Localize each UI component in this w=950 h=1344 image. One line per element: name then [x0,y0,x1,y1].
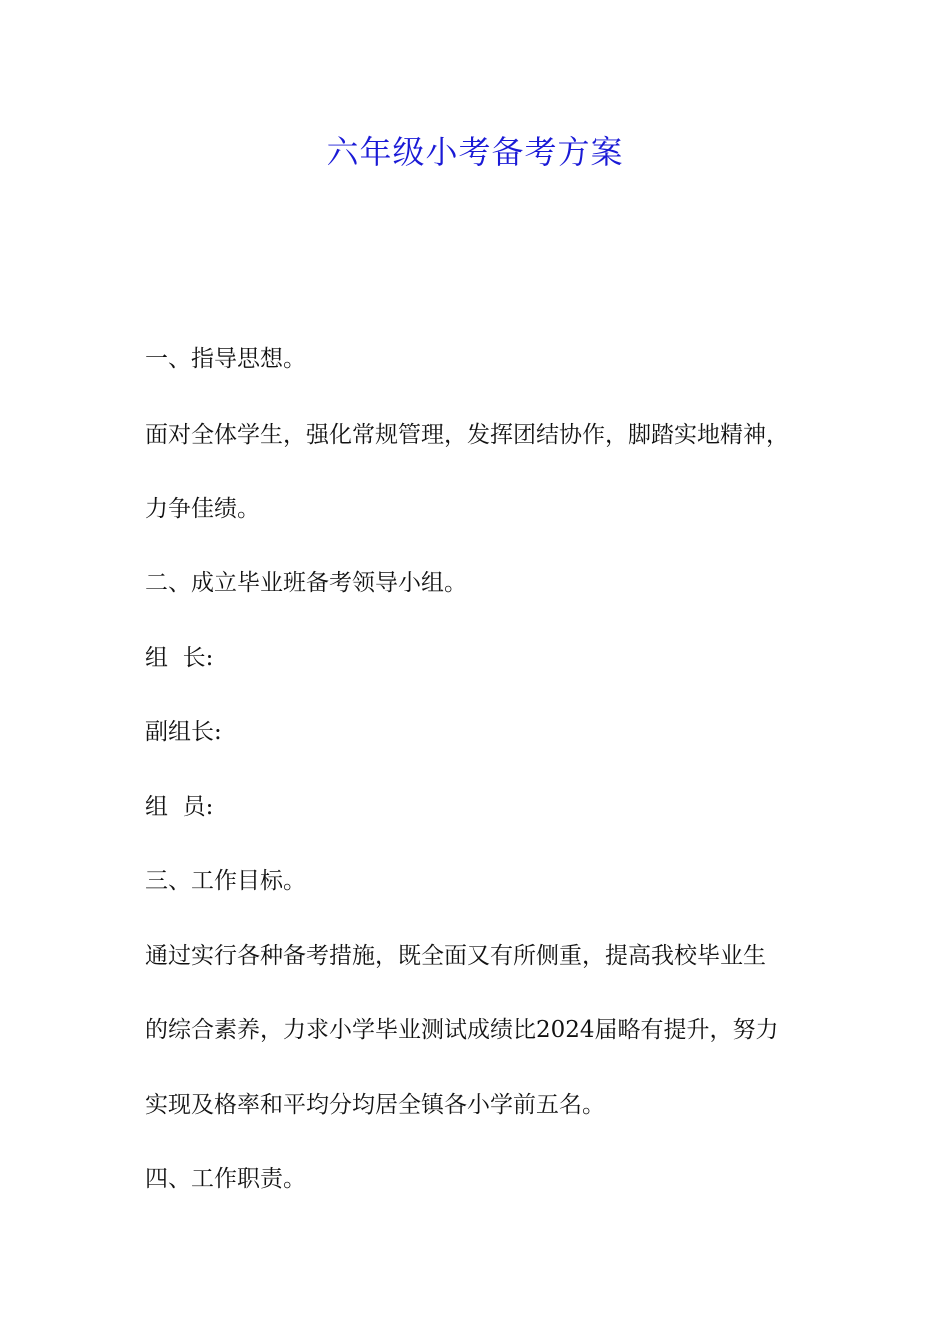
section-heading-work-goals: 三、工作目标。 [145,868,306,894]
group-leader-label: 组 长: [145,645,214,671]
group-members-label: 组 员: [145,794,214,820]
paragraph-line: 的综合素养，力求小学毕业测试成绩比2024届略有提升，努力 [145,1017,779,1043]
paragraph-line: 力争佳绩。 [145,496,260,522]
paragraph-line: 通过实行各种备考措施，既全面又有所侧重，提高我校毕业生 [145,943,766,969]
deputy-leader-label: 副组长: [145,719,222,745]
document-title: 六年级小考备考方案 [326,133,624,171]
section-heading-work-duties: 四、工作职责。 [145,1166,306,1192]
paragraph-line: 实现及格率和平均分均居全镇各小学前五名。 [145,1092,605,1118]
section-heading-guiding-ideology: 一、指导思想。 [145,346,306,372]
section-heading-leadership-group: 二、成立毕业班备考领导小组。 [145,570,467,596]
paragraph-line: 面对全体学生，强化常规管理，发挥团结协作，脚踏实地精神， [145,422,789,448]
